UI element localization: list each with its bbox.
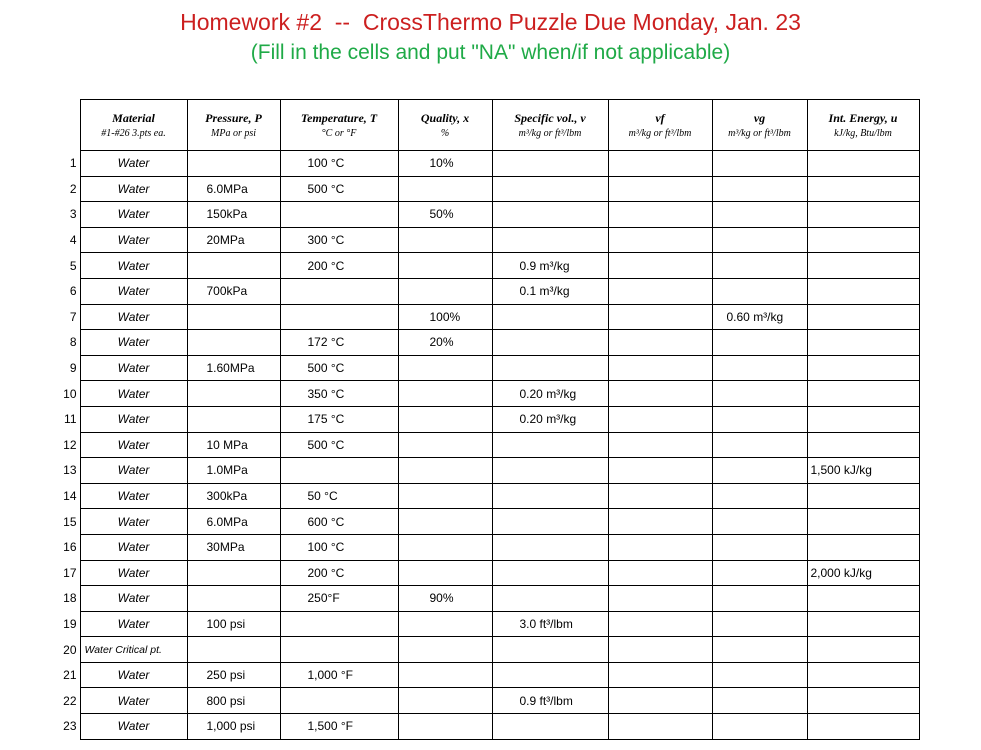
temperature-cell[interactable]: 300 °C (280, 227, 398, 253)
specific-volume-cell[interactable] (492, 355, 608, 381)
row-number: 11 (64, 412, 77, 427)
material-cell: Water (80, 458, 187, 484)
specific-volume-cell[interactable]: 0.9 ft³/lbm (492, 688, 608, 714)
header-unit: % (440, 128, 450, 139)
temperature-cell[interactable] (280, 278, 398, 304)
internal-energy-cell[interactable] (807, 534, 919, 560)
specific-volume-cell[interactable] (492, 509, 608, 535)
vg-cell[interactable] (712, 381, 807, 407)
specific-volume-cell[interactable]: 0.1 m³/kg (492, 278, 608, 304)
specific-volume-cell[interactable] (492, 304, 608, 330)
header-title: vf (655, 111, 665, 125)
header-title: Temperature, T (300, 111, 378, 125)
vg-cell[interactable] (712, 611, 807, 637)
puzzle-table (4, 99, 920, 740)
specific-volume-cell[interactable] (492, 662, 608, 688)
vf-cell[interactable] (608, 278, 712, 304)
quality-cell[interactable] (398, 534, 492, 560)
pressure-cell[interactable] (187, 381, 280, 407)
row-number: 20 (63, 642, 77, 657)
header-specific-volume (492, 100, 608, 151)
internal-energy-cell[interactable] (807, 227, 919, 253)
vg-cell[interactable] (712, 355, 807, 381)
vf-cell[interactable] (608, 406, 712, 432)
temperature-cell[interactable]: 1,000 °F (280, 662, 398, 688)
specific-volume-cell[interactable] (492, 458, 608, 484)
pressure-cell[interactable] (187, 304, 280, 330)
internal-energy-cell[interactable] (807, 202, 919, 228)
pressure-cell[interactable] (187, 560, 280, 586)
internal-energy-cell[interactable] (807, 381, 919, 407)
quality-cell[interactable] (398, 176, 492, 202)
material-cell: Water (80, 688, 187, 714)
specific-volume-cell[interactable]: 0.20 m³/kg (492, 406, 608, 432)
vg-cell[interactable] (712, 458, 807, 484)
pressure-cell[interactable]: 100 psi (187, 611, 280, 637)
vf-cell[interactable] (608, 151, 712, 177)
material-cell: Water (80, 381, 187, 407)
vf-cell[interactable] (608, 586, 712, 612)
row-number: 4 (69, 233, 77, 248)
pressure-cell[interactable] (187, 637, 280, 663)
internal-energy-cell[interactable] (807, 355, 919, 381)
header-title: Material (112, 111, 155, 125)
material-cell: Water (80, 355, 187, 381)
specific-volume-cell[interactable] (492, 714, 608, 740)
pressure-cell[interactable]: 250 psi (187, 662, 280, 688)
vg-cell[interactable] (712, 662, 807, 688)
quality-cell[interactable]: 50% (398, 202, 492, 228)
internal-energy-cell[interactable]: 1,500 kJ/kg (807, 458, 919, 484)
quality-cell[interactable] (398, 253, 492, 279)
header-row (4, 100, 919, 151)
material-cell: Water (80, 227, 187, 253)
vf-cell[interactable] (608, 714, 712, 740)
table-row (4, 586, 919, 612)
row-number: 23 (63, 719, 77, 734)
table-row (4, 509, 919, 535)
header-unit: m³/kg or ft³/lbm (728, 128, 791, 139)
vf-cell[interactable] (608, 355, 712, 381)
quality-cell[interactable] (398, 227, 492, 253)
quality-cell[interactable]: 90% (398, 586, 492, 612)
pressure-cell[interactable]: 1.0MPa (187, 458, 280, 484)
row-number: 22 (63, 693, 77, 708)
specific-volume-cell[interactable] (492, 560, 608, 586)
table-row (4, 637, 919, 663)
quality-cell[interactable] (398, 278, 492, 304)
header-unit: m³/kg or ft³/lbm (628, 128, 692, 139)
material-cell: Water (80, 714, 187, 740)
page-subtitle: (Fill in the cells and put "NA" when/if not applicable) (250, 41, 731, 64)
material-cell: Water (80, 202, 187, 228)
table-row (4, 611, 919, 637)
pressure-cell[interactable]: 6.0MPa (187, 176, 280, 202)
specific-volume-cell[interactable] (492, 151, 608, 177)
row-number: 14 (63, 489, 77, 504)
temperature-cell[interactable] (280, 458, 398, 484)
vf-cell[interactable] (608, 202, 712, 228)
table-row (4, 534, 919, 560)
quality-cell[interactable] (398, 381, 492, 407)
table-row (4, 151, 919, 177)
header-vg (712, 100, 807, 151)
material-cell: Water (80, 406, 187, 432)
row-number: 5 (69, 258, 77, 273)
table-row (4, 662, 919, 688)
page-title: Homework #2 -- CrossThermo Puzzle Due Monday, Jan. 23 (180, 9, 801, 35)
vg-cell[interactable] (712, 253, 807, 279)
temperature-cell[interactable]: 50 °C (280, 483, 398, 509)
row-number: 2 (69, 181, 77, 196)
internal-energy-cell[interactable] (807, 483, 919, 509)
table-row (4, 278, 919, 304)
pressure-cell[interactable]: 700kPa (187, 278, 280, 304)
row-number: 12 (63, 437, 77, 452)
vf-cell[interactable] (608, 253, 712, 279)
row-number: 21 (63, 668, 77, 683)
row-number: 18 (63, 591, 77, 606)
row-number: 13 (63, 463, 77, 478)
header-vf (608, 100, 712, 151)
row-number: 19 (63, 616, 77, 631)
material-cell: Water (80, 432, 187, 458)
vf-cell[interactable] (608, 483, 712, 509)
quality-cell[interactable] (398, 483, 492, 509)
material-cell: Water (80, 330, 187, 356)
table-row (4, 688, 919, 714)
table-row (4, 227, 919, 253)
specific-volume-cell[interactable] (492, 586, 608, 612)
pressure-cell[interactable]: 6.0MPa (187, 509, 280, 535)
vg-cell[interactable] (712, 534, 807, 560)
header-quality (398, 100, 492, 151)
row-number: 9 (69, 361, 77, 376)
row-number: 10 (63, 386, 77, 401)
specific-volume-cell[interactable] (492, 432, 608, 458)
specific-volume-cell[interactable] (492, 483, 608, 509)
table-row (4, 304, 919, 330)
specific-volume-cell[interactable] (492, 202, 608, 228)
header-pressure (187, 100, 280, 151)
material-cell: Water (80, 586, 187, 612)
internal-energy-cell[interactable] (807, 714, 919, 740)
pressure-cell[interactable]: 20MPa (187, 227, 280, 253)
vf-cell[interactable] (608, 381, 712, 407)
vg-cell[interactable] (712, 176, 807, 202)
internal-energy-cell[interactable] (807, 688, 919, 714)
temperature-cell[interactable] (280, 637, 398, 663)
vf-cell[interactable] (608, 432, 712, 458)
quality-cell[interactable] (398, 714, 492, 740)
temperature-cell[interactable]: 200 °C (280, 253, 398, 279)
table-row (4, 202, 919, 228)
header-unit: kJ/kg, Btu/lbm (834, 128, 892, 139)
internal-energy-cell[interactable] (807, 176, 919, 202)
vg-cell[interactable] (712, 714, 807, 740)
vf-cell[interactable] (608, 227, 712, 253)
quality-cell[interactable] (398, 611, 492, 637)
vg-cell[interactable] (712, 330, 807, 356)
table-row (4, 253, 919, 279)
internal-energy-cell[interactable]: 2,000 kJ/kg (807, 560, 919, 586)
internal-energy-cell[interactable] (807, 330, 919, 356)
header-unit: MPa or psi (211, 128, 256, 139)
quality-cell[interactable] (398, 637, 492, 663)
header-unit: °C or °F (321, 128, 357, 139)
table-row (4, 560, 919, 586)
quality-cell[interactable] (398, 406, 492, 432)
header-title: Specific vol., v (514, 111, 586, 125)
vg-cell[interactable] (712, 688, 807, 714)
header-title: Pressure, P (205, 111, 262, 125)
quality-cell[interactable] (398, 432, 492, 458)
vf-cell[interactable] (608, 611, 712, 637)
row-number: 6 (69, 284, 77, 299)
pressure-cell[interactable]: 150kPa (187, 202, 280, 228)
table-row (4, 458, 919, 484)
vg-cell[interactable]: 0.60 m³/kg (712, 304, 807, 330)
specific-volume-cell[interactable]: 0.9 m³/kg (492, 253, 608, 279)
header-title: vg (753, 111, 766, 125)
vg-cell[interactable] (712, 278, 807, 304)
material-cell: Water (80, 560, 187, 586)
material-cell: Water (80, 151, 187, 177)
specific-volume-cell[interactable] (492, 534, 608, 560)
pressure-cell[interactable]: 300kPa (187, 483, 280, 509)
vf-cell[interactable] (608, 176, 712, 202)
pressure-cell[interactable]: 1,000 psi (187, 714, 280, 740)
pressure-cell[interactable] (187, 151, 280, 177)
specific-volume-cell[interactable]: 3.0 ft³/lbm (492, 611, 608, 637)
vg-cell[interactable] (712, 637, 807, 663)
vf-cell[interactable] (608, 637, 712, 663)
quality-cell[interactable] (398, 560, 492, 586)
table-row (4, 406, 919, 432)
header-temperature (280, 100, 398, 151)
material-cell: Water (80, 611, 187, 637)
temperature-cell[interactable]: 350 °C (280, 381, 398, 407)
internal-energy-cell[interactable] (807, 637, 919, 663)
material-cell: Water (80, 304, 187, 330)
material-cell: Water (80, 278, 187, 304)
material-cell: Water (80, 534, 187, 560)
pressure-cell[interactable]: 10 MPa (187, 432, 280, 458)
temperature-cell[interactable]: 500 °C (280, 176, 398, 202)
temperature-cell[interactable]: 175 °C (280, 406, 398, 432)
vg-cell[interactable] (712, 202, 807, 228)
vf-cell[interactable] (608, 458, 712, 484)
row-number: 7 (69, 309, 77, 324)
quality-cell[interactable] (398, 458, 492, 484)
pressure-cell[interactable]: 1.60MPa (187, 355, 280, 381)
row-number: 8 (69, 335, 77, 350)
temperature-cell[interactable]: 200 °C (280, 560, 398, 586)
temperature-cell[interactable]: 100 °C (280, 151, 398, 177)
header-title: Int. Energy, u (828, 111, 898, 125)
table-row (4, 355, 919, 381)
vg-cell[interactable] (712, 560, 807, 586)
specific-volume-cell[interactable] (492, 637, 608, 663)
quality-cell[interactable] (398, 662, 492, 688)
temperature-cell[interactable]: 600 °C (280, 509, 398, 535)
internal-energy-cell[interactable] (807, 432, 919, 458)
internal-energy-cell[interactable] (807, 278, 919, 304)
row-number: 3 (69, 207, 77, 222)
quality-cell[interactable]: 10% (398, 151, 492, 177)
vg-cell[interactable] (712, 406, 807, 432)
vg-cell[interactable] (712, 432, 807, 458)
vg-cell[interactable] (712, 483, 807, 509)
table-row (4, 714, 919, 740)
material-cell: Water (80, 509, 187, 535)
internal-energy-cell[interactable] (807, 662, 919, 688)
internal-energy-cell[interactable] (807, 586, 919, 612)
table-row (4, 330, 919, 356)
material-cell: Water (80, 176, 187, 202)
row-number: 15 (63, 514, 77, 529)
pressure-cell[interactable]: 800 psi (187, 688, 280, 714)
vf-cell[interactable] (608, 688, 712, 714)
specific-volume-cell[interactable] (492, 176, 608, 202)
vf-cell[interactable] (608, 662, 712, 688)
table-row (4, 176, 919, 202)
temperature-cell[interactable] (280, 688, 398, 714)
pressure-cell[interactable] (187, 406, 280, 432)
vf-cell[interactable] (608, 330, 712, 356)
pressure-cell[interactable] (187, 330, 280, 356)
row-number: 1 (69, 156, 77, 171)
quality-cell[interactable] (398, 355, 492, 381)
internal-energy-cell[interactable] (807, 151, 919, 177)
specific-volume-cell[interactable] (492, 227, 608, 253)
table-row (4, 432, 919, 458)
temperature-cell[interactable]: 500 °C (280, 432, 398, 458)
vg-cell[interactable] (712, 586, 807, 612)
row-number-header (4, 100, 80, 151)
material-cell: Water (80, 662, 187, 688)
temperature-cell[interactable]: 1,500 °F (280, 714, 398, 740)
quality-cell[interactable]: 20% (398, 330, 492, 356)
table-row (4, 483, 919, 509)
temperature-cell[interactable]: 172 °C (280, 330, 398, 356)
vg-cell[interactable] (712, 227, 807, 253)
row-number: 16 (63, 540, 77, 555)
quality-cell[interactable] (398, 509, 492, 535)
header-unit: #1-#26 3.pts ea. (101, 128, 166, 139)
temperature-cell[interactable]: 250°F (280, 586, 398, 612)
table-row (4, 381, 919, 407)
vf-cell[interactable] (608, 304, 712, 330)
vf-cell[interactable] (608, 560, 712, 586)
temperature-cell[interactable] (280, 611, 398, 637)
temperature-cell[interactable]: 500 °C (280, 355, 398, 381)
pressure-cell[interactable] (187, 586, 280, 612)
specific-volume-cell[interactable] (492, 330, 608, 356)
vf-cell[interactable] (608, 509, 712, 535)
material-cell: Water (80, 483, 187, 509)
temperature-cell[interactable] (280, 304, 398, 330)
temperature-cell[interactable]: 100 °C (280, 534, 398, 560)
quality-cell[interactable]: 100% (398, 304, 492, 330)
internal-energy-cell[interactable] (807, 406, 919, 432)
internal-energy-cell[interactable] (807, 253, 919, 279)
pressure-cell[interactable]: 30MPa (187, 534, 280, 560)
material-cell: Water (80, 253, 187, 279)
quality-cell[interactable] (398, 688, 492, 714)
header-material (80, 100, 187, 151)
pressure-cell[interactable] (187, 253, 280, 279)
row-number: 17 (63, 565, 77, 580)
temperature-cell[interactable] (280, 202, 398, 228)
material-cell: Water Critical pt. (80, 637, 187, 663)
internal-energy-cell[interactable] (807, 611, 919, 637)
header-internal-energy (807, 100, 919, 151)
vf-cell[interactable] (608, 534, 712, 560)
header-title: Quality, x (420, 111, 470, 125)
vg-cell[interactable] (712, 509, 807, 535)
internal-energy-cell[interactable] (807, 509, 919, 535)
internal-energy-cell[interactable] (807, 304, 919, 330)
header-unit: m³/kg or ft³/lbm (518, 128, 582, 139)
specific-volume-cell[interactable]: 0.20 m³/kg (492, 381, 608, 407)
vg-cell[interactable] (712, 151, 807, 177)
